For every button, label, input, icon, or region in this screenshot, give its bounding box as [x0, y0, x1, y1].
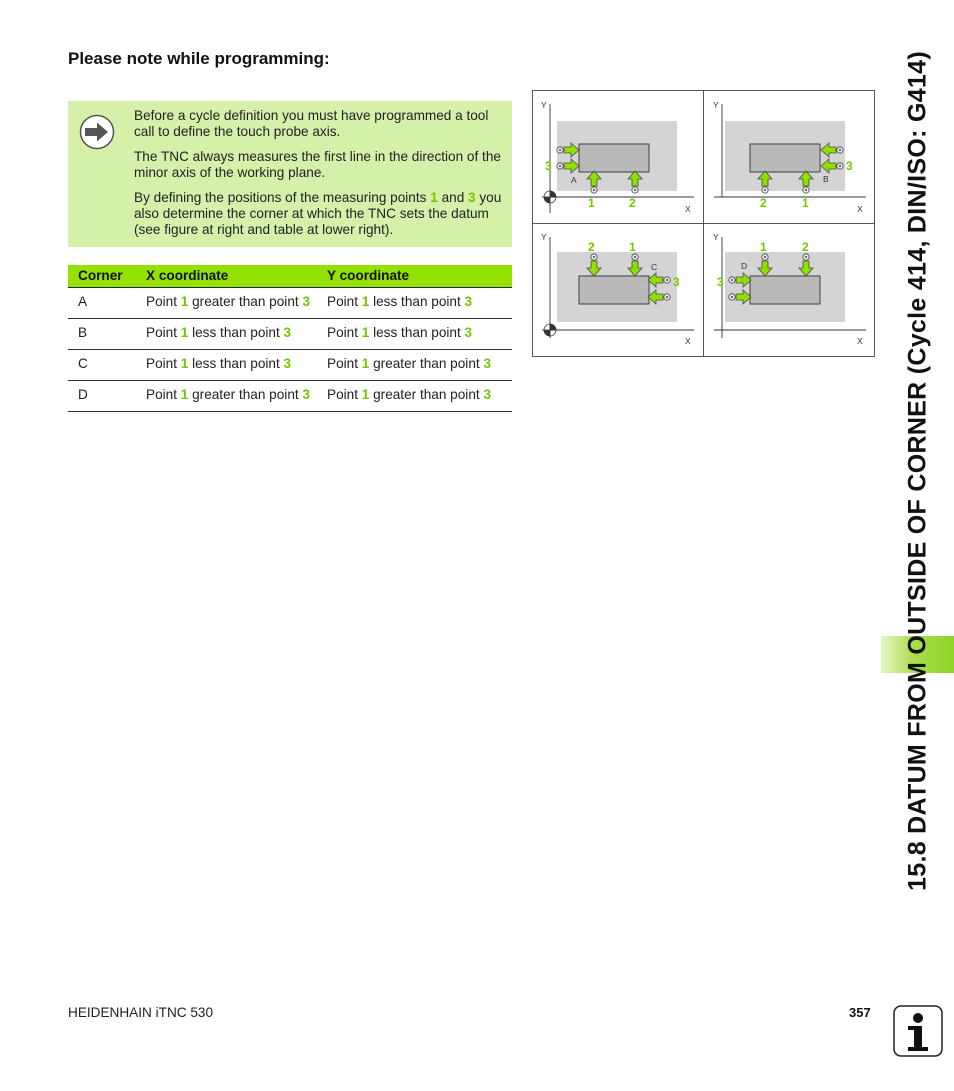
- note-paragraph-2: The TNC always measures the first line in the direction of the minor axis of the working plane.: [134, 149, 501, 180]
- point-2-label: 2: [629, 196, 636, 210]
- corner-table: [68, 265, 512, 412]
- axis-x-label: X: [685, 204, 691, 214]
- header-corner: Corner: [68, 265, 146, 288]
- corner-cell: A: [68, 288, 146, 319]
- axis-y-label: Y: [541, 100, 547, 110]
- section-heading: Please note while programming:: [68, 49, 330, 68]
- corner-b-label: B: [823, 174, 829, 184]
- corner-a-label: A: [571, 175, 577, 185]
- axis-x-label: X: [857, 204, 863, 214]
- point-3-label: 3: [846, 159, 853, 173]
- corner-c-label: C: [651, 262, 658, 272]
- x-coordinate-cell: Point 1 less than point 3: [146, 350, 327, 381]
- point-2-label: 2: [802, 240, 809, 254]
- arrow-right-icon: [79, 114, 115, 150]
- y-coordinate-cell: Point 1 less than point 3: [327, 288, 512, 319]
- point-1-label: 1: [629, 240, 636, 254]
- note-paragraph-3: By defining the positions of the measuring points 1 and 3 you also determine the corner at which the TNC sets the datum (see figure at right and table at lower right).: [134, 190, 502, 237]
- x-coordinate-cell: Point 1 less than point 3: [146, 319, 327, 350]
- point-1-label: 1: [802, 196, 809, 210]
- point-1-label: 1: [588, 196, 595, 210]
- header-y-coordinate: Y coordinate: [327, 265, 512, 288]
- axis-x-label: X: [857, 336, 863, 346]
- x-coordinate-cell: Point 1 greater than point 3: [146, 288, 327, 319]
- corner-cell: B: [68, 319, 146, 350]
- point-3-label: 3: [717, 275, 724, 289]
- table-row: [68, 288, 512, 319]
- chapter-side-title: 15.8 DATUM FROM OUTSIDE OF CORNER (Cycle 414, DIN/ISO: G414): [903, 51, 931, 891]
- point-3-label: 3: [673, 275, 680, 289]
- corner-cell: C: [68, 350, 146, 381]
- point-1-label: 1: [760, 240, 767, 254]
- info-icon: [893, 1005, 943, 1057]
- corner-d-label: D: [741, 261, 748, 271]
- corner-figure: [532, 90, 875, 357]
- table-row: [68, 350, 512, 381]
- table-row: [68, 381, 512, 412]
- axis-x-label: X: [685, 336, 691, 346]
- table-header-row: [68, 265, 512, 288]
- y-coordinate-cell: Point 1 greater than point 3: [327, 350, 512, 381]
- point-2-label: 2: [760, 196, 767, 210]
- note-paragraph-1: Before a cycle definition you must have programmed a tool call to define the touch probe axis.: [134, 108, 489, 139]
- y-coordinate-cell: Point 1 greater than point 3: [327, 381, 512, 412]
- note-box: [68, 101, 512, 247]
- table-row: [68, 319, 512, 350]
- corner-cell: D: [68, 381, 146, 412]
- axis-y-label: Y: [541, 232, 547, 242]
- page-number: 357: [849, 1005, 871, 1020]
- y-coordinate-cell: Point 1 less than point 3: [327, 319, 512, 350]
- axis-y-label: Y: [713, 100, 719, 110]
- point-2-label: 2: [588, 240, 595, 254]
- x-coordinate-cell: Point 1 greater than point 3: [146, 381, 327, 412]
- point-3-label: 3: [545, 159, 552, 173]
- footer-product: HEIDENHAIN iTNC 530: [68, 1005, 214, 1020]
- header-x-coordinate: X coordinate: [146, 265, 327, 288]
- axis-y-label: Y: [713, 232, 719, 242]
